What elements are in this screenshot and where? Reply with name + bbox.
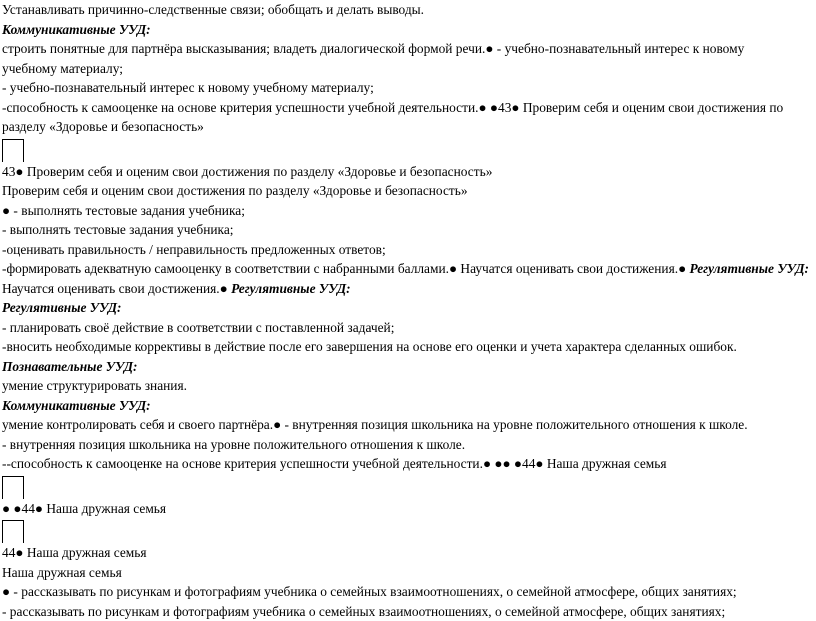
text-line: умение структурировать знания. <box>2 376 816 396</box>
text-span: Научатся оценивать свои достижения.● <box>2 281 231 296</box>
image-placeholder-box <box>2 476 24 499</box>
text-line: - внутренняя позиция школьника на уровне положительного отношения к школе. <box>2 435 816 455</box>
text-line: - учебно-познавательный интерес к новому учебному материалу; <box>2 78 816 98</box>
text-line: -вносить необходимые коррективы в действие после его завершения на основе его оценки и учета характера сделанных ошибок. <box>2 337 816 357</box>
text-line <box>2 279 816 299</box>
text-line: --способность к самооценке на основе критерия успешности учебной деятельности.● ●● ●44● Наша дружная семья <box>2 454 816 474</box>
section-heading: Коммуникативные УУД: <box>2 20 816 40</box>
text-line: 44● Наша дружная семья <box>2 543 816 563</box>
text-line: ● - рассказывать по рисункам и фотографиям учебника о семейных взаимоотношениях, о семейной атмосфере, общих занятиях; <box>2 582 816 602</box>
text-span: -формировать адекватную самооценку в соответствии с набранными баллами.● Научатся оценивать свои достижения.● <box>2 261 690 276</box>
section-heading: Познавательные УУД: <box>2 357 816 377</box>
text-line: Наша дружная семья <box>2 563 816 583</box>
text-line: ● ●44● Наша дружная семья <box>2 499 816 519</box>
text-line: - рассказывать по рисункам и фотографиям учебника о семейных взаимоотношениях, о семейной атмосфере, общих занятиях; <box>2 602 816 621</box>
text-line: -оценивать правильность / неправильность предложенных ответов; <box>2 240 816 260</box>
image-placeholder-box <box>2 139 24 162</box>
image-placeholder-box <box>2 520 24 543</box>
text-line: - планировать своё действие в соответствии с поставленной задачей; <box>2 318 816 338</box>
text-line: - выполнять тестовые задания учебника; <box>2 220 816 240</box>
section-heading: Регулятивные УУД: <box>2 298 816 318</box>
section-heading-inline: Регулятивные УУД: <box>231 281 351 296</box>
text-line: 43● Проверим себя и оценим свои достижения по разделу «Здоровье и безопасность» <box>2 162 816 182</box>
section-heading-inline: Регулятивные УУД: <box>690 261 810 276</box>
text-line: ● - выполнять тестовые задания учебника; <box>2 201 816 221</box>
text-paragraph: -способность к самооценке на основе критерия успешности учебной деятельности.● ●43● Проверим себя и оценим свои достижения по разделу «Здоровье и безопасность» <box>2 98 792 137</box>
text-paragraph: строить понятные для партнёра высказывания; владеть диалогической формой речи.● - учебно-познавательный интерес к новому учебному материалу; <box>2 39 792 78</box>
text-line: Устанавливать причинно-следственные связи; обобщать и делать выводы. <box>2 0 816 20</box>
text-line <box>2 259 816 279</box>
section-heading: Коммуникативные УУД: <box>2 396 816 416</box>
text-line: Проверим себя и оценим свои достижения по разделу «Здоровье и безопасность» <box>2 181 816 201</box>
text-line: умение контролировать себя и своего партнёра.● - внутренняя позиция школьника на уровне положительного отношения к школе. <box>2 415 816 435</box>
